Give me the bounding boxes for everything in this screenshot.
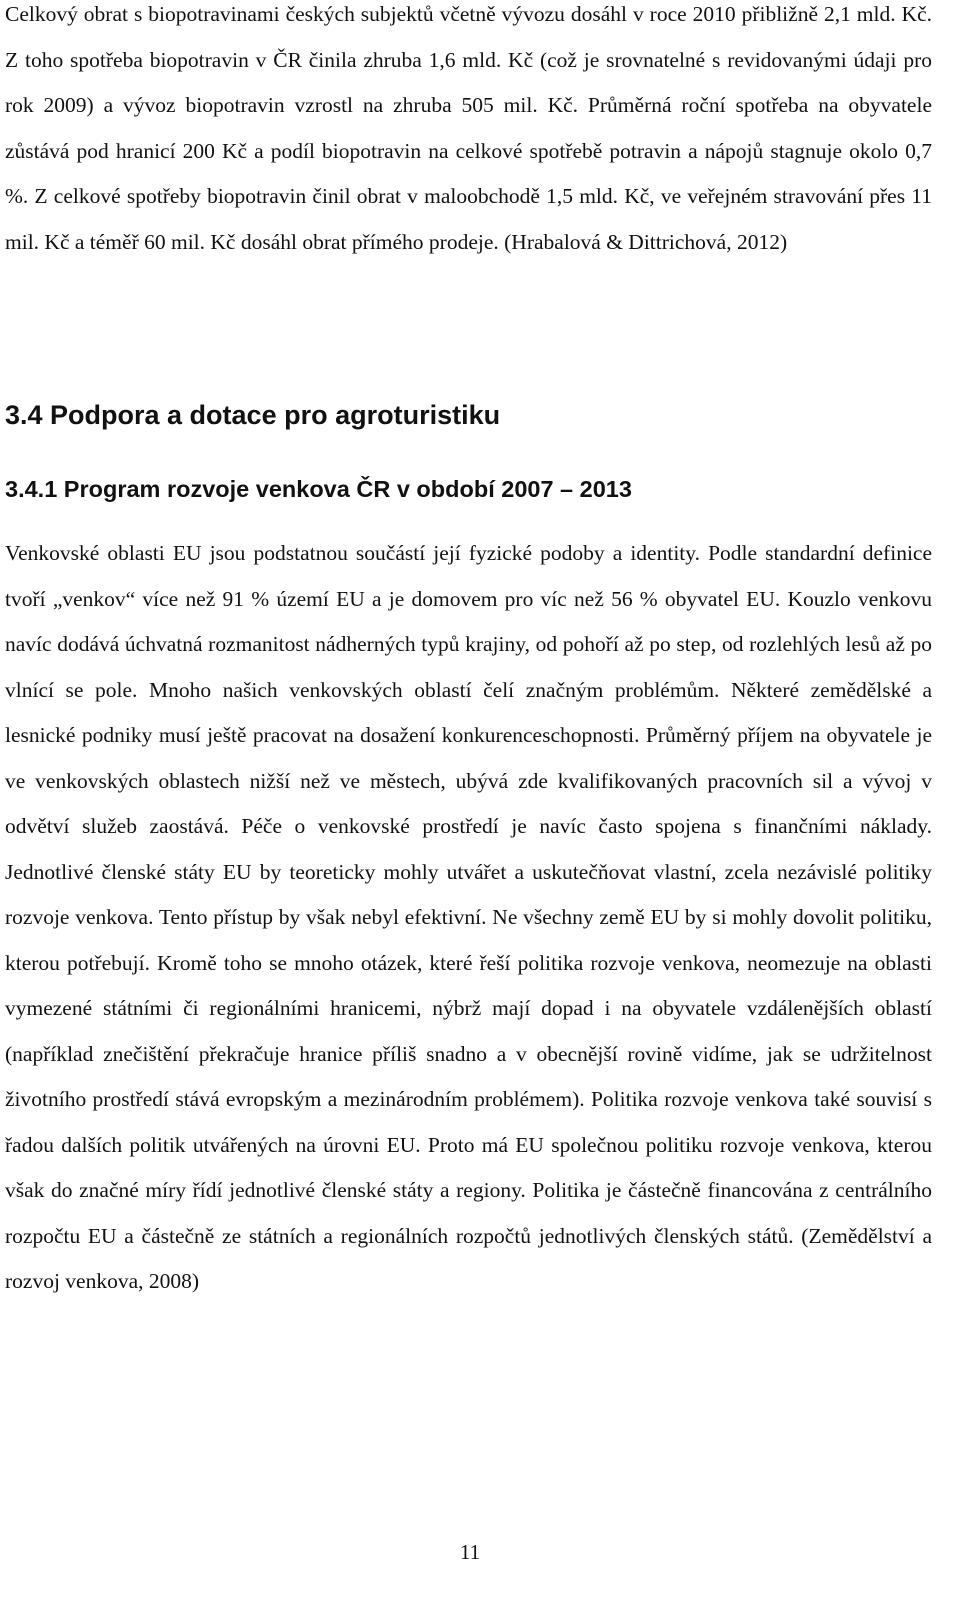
page-number: 11 (459, 1540, 481, 1564)
paragraph-biofood-turnover: Celkový obrat s biopotravinami českých subjektů včetně vývozu dosáhl v roce 2010 přibližně 2,1 mld. Kč. Z toho spotřeba biopotravin v ČR činila zhruba 1,6 mld. Kč (což je srovnatelné s revidovanými údaji pro rok 2009) a vývoz biopotravin vzrostl na zhruba 505 mil. Kč. Průměrná roční spotřeba na obyvatele zůstává pod hranicí 200 Kč a podíl biopotravin na celkové spotřebě potravin a nápojů stagnuje okolo 0,7 %. Z celkové spotřeby biopotravin činil obrat v maloobchodě 1,5 mld. Kč, ve veřejném stravování přes 11 mil. Kč a téměř 60 mil. Kč dosáhl obrat přímého prodeje. (Hrabalová & Dittrichová, 2012) (5, 2, 932, 254)
paragraph-rural-development: Venkovské oblasti EU jsou podstatnou součástí její fyzické podoby a identity. Podle standardní definice tvoří „venkov“ více než 91 % území EU a je domovem pro víc než 56 % obyvatel EU. Kouzlo venkovu navíc dodává úchvatná rozmanitost nádherných typů krajiny, od pohoří až po step, od rozlehlých lesů až po vlnící se pole. Mnoho našich venkovských oblastí čelí značným problémům. Některé zemědělské a lesnické podniky musí ještě pracovat na dosažení konkurenceschopnosti. Průměrný příjem na obyvatele je ve venkovských oblastech nižší než ve městech, ubývá zde kvalifikovaných pracovních sil a vývoj v odvětví služeb zaostává. Péče o venkovské prostředí je navíc často spojena s finančními náklady. Jednotlivé členské státy EU by teoreticky mohly utvářet a uskutečňovat vlastní, zcela nezávislé politiky rozvoje venkova. Tento přístup by však nebyl efektivní. Ne všechny země EU by si mohly dovolit politiku, kterou potřebují. Kromě toho se mnoho otázek, které řeší politika rozvoje venkova, neomezuje na oblasti vymezené státními či regionálními hranicemi, nýbrž mají dopad i na obyvatele vzdálenějších oblastí (například znečištění překračuje hranice příliš snadno a v obecnější rovině vidíme, jak se udržitelnost životního prostředí stává evropským a mezinárodním problémem). Politika rozvoje venkova také souvisí s řadou dalších politik utvářených na úrovni EU. Proto má EU společnou politiku rozvoje venkova, kterou však do značné míry řídí jednotlivé členské státy a regiony. Politika je částečně financována z centrálního rozpočtu EU a částečně ze státních a regionálních rozpočtů jednotlivých členských států. (Zemědělství a rozvoj venkova, 2008) (5, 541, 932, 1293)
subsection-heading: 3.4.1 Program rozvoje venkova ČR v období 2007 – 2013 (5, 476, 632, 502)
section-heading: 3.4 Podpora a dotace pro agroturistiku (5, 400, 501, 430)
